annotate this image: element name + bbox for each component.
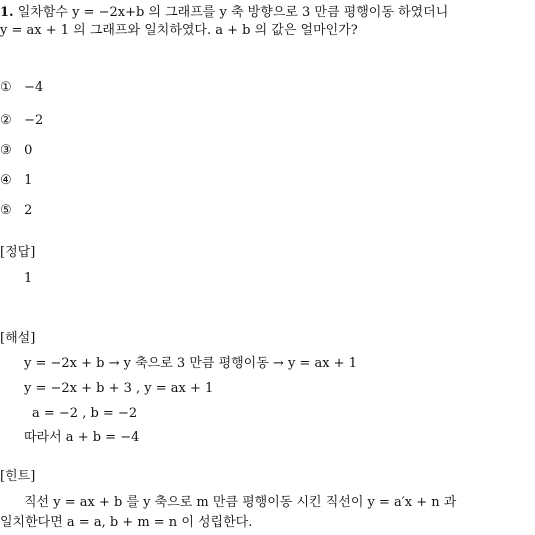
explanation-line-2: y = −2x + b + 3 , y = ax + 1 xyxy=(24,381,214,396)
choice-4[interactable] xyxy=(0,172,32,190)
question-line-2 xyxy=(0,22,358,40)
hint-line-1: 직선 y = ax + b 를 y 축으로 m 만큼 평행이동 시킨 직선이 y = a′x + n 과 xyxy=(24,495,457,510)
hint-label: [힌트] xyxy=(0,469,36,484)
choice-marker: ② xyxy=(0,113,12,128)
choice-text: 2 xyxy=(24,203,33,218)
choice-text: 1 xyxy=(24,173,33,188)
answer-value: 1 xyxy=(24,271,33,286)
explanation-line-4: 따라서 a + b = −4 xyxy=(24,430,140,445)
choice-marker: ① xyxy=(0,80,12,95)
question-line-1 xyxy=(0,4,448,22)
hint-line-2: 일치한다면 a = a, b + m = n 이 성립한다. xyxy=(0,515,253,530)
choice-marker: ③ xyxy=(0,143,12,158)
choice-1[interactable] xyxy=(0,79,43,97)
question-number: 1. xyxy=(0,5,14,20)
question-text-1: 일차함수 y = −2x+b 의 그래프를 y 축 방향으로 3 만큼 평행이동 하였더니 xyxy=(17,5,449,20)
answer-label: [정답] xyxy=(0,245,36,260)
explanation-line-1: y = −2x + b → y 축으로 3 만큼 평행이동 → y = ax + 1 xyxy=(24,356,357,371)
choice-text: −2 xyxy=(24,113,44,128)
choice-text: 0 xyxy=(24,143,33,158)
choice-marker: ⑤ xyxy=(0,203,12,218)
explanation-label: [해설] xyxy=(0,331,36,346)
choice-3[interactable] xyxy=(0,142,32,160)
choice-2[interactable] xyxy=(0,112,43,130)
choice-text: −4 xyxy=(24,80,44,95)
question-text-2: y = ax + 1 의 그래프와 일치하였다. a + b 의 값은 얼마인가? xyxy=(0,23,358,38)
choice-marker: ④ xyxy=(0,173,12,188)
explanation-line-3: a = −2 , b = −2 xyxy=(32,406,138,421)
choice-5[interactable] xyxy=(0,202,32,220)
